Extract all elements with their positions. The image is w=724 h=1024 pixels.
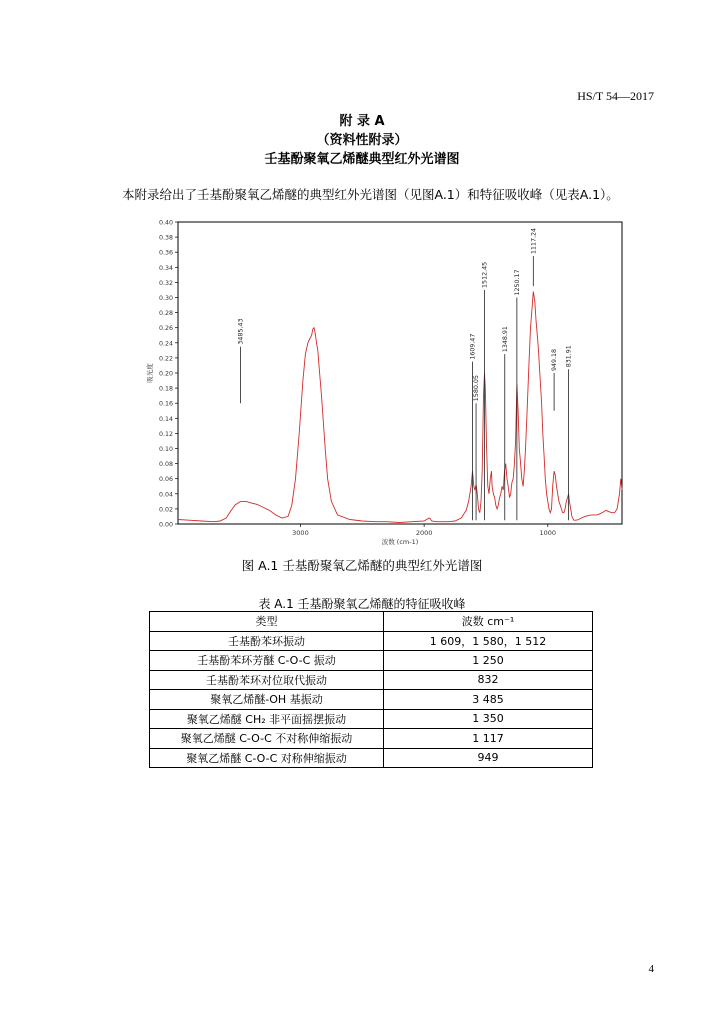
table-row <box>150 631 593 651</box>
type-cell: 聚氧乙烯醚 CH₂ 非平面摇摆振动 <box>150 709 384 729</box>
y-tick-label: 0.14 <box>158 415 173 423</box>
type-cell: 聚氧乙烯醚 C-O-C 不对称伸缩振动 <box>150 729 384 749</box>
y-tick-label: 0.02 <box>158 506 173 514</box>
wavenumber-cell: 949 <box>384 748 593 768</box>
x-tick-label: 3000 <box>292 529 309 537</box>
y-tick-label: 0.10 <box>158 446 173 453</box>
table-row <box>150 709 593 729</box>
type-cell: 聚氧乙烯醚-OH 基振动 <box>150 690 384 710</box>
y-axis-label: 吸光度 <box>146 363 154 383</box>
y-tick-label: 0.22 <box>158 355 173 363</box>
peak-label: 1609.47 <box>469 333 477 360</box>
wavenumber-cell: 1 350 <box>384 709 593 729</box>
table-row <box>150 729 593 749</box>
wavenumber-cell: 1 609，1 580，1 512 <box>384 631 593 651</box>
annex-nature: （资料性附录） <box>316 133 408 148</box>
y-tick-label: 0.38 <box>158 234 173 242</box>
peak-label: 949.18 <box>551 348 559 371</box>
column-header-wavenumber: 波数 cm⁻¹ <box>384 612 593 632</box>
y-tick-label: 0.28 <box>158 310 173 318</box>
y-tick-label: 0.16 <box>158 400 173 408</box>
table-row <box>150 651 593 671</box>
y-tick-label: 0.12 <box>158 430 173 438</box>
y-tick-label: 0.40 <box>158 219 173 227</box>
x-axis-label: 波数 (cm-1) <box>381 538 419 546</box>
type-cell: 壬基酚苯环振动 <box>150 631 384 651</box>
peak-label: 1250.17 <box>513 269 521 296</box>
wavenumber-cell: 1 250 <box>384 651 593 671</box>
type-cell: 壬基酚苯环芳醚 C-O-C 振动 <box>150 651 384 671</box>
type-cell: 壬基酚苯环对位取代振动 <box>150 670 384 690</box>
y-tick-label: 0.36 <box>158 249 173 257</box>
absorption-peaks-table <box>149 611 593 768</box>
standard-code: HS/T 54—2017 <box>577 89 654 103</box>
y-tick-label: 0.06 <box>158 476 173 484</box>
table-row <box>150 670 593 690</box>
y-tick-label: 0.04 <box>158 491 173 499</box>
table-row <box>150 748 593 768</box>
x-tick-label: 2000 <box>415 529 433 537</box>
table-caption: 表 A.1 壬基酚聚氧乙烯醚的特征吸收峰 <box>258 597 466 611</box>
y-tick-label: 0.32 <box>158 279 173 287</box>
wavenumber-cell: 1 117 <box>384 729 593 749</box>
peak-label: 831.91 <box>565 345 573 368</box>
y-tick-label: 0.20 <box>158 370 173 378</box>
ir-spectrum-chart <box>140 214 640 548</box>
y-tick-label: 0.18 <box>158 385 173 393</box>
annex-label: 附 录 A <box>339 114 385 129</box>
column-header-type: 类型 <box>150 612 384 632</box>
y-tick-label: 0.26 <box>158 325 173 333</box>
peak-label: 1580.05 <box>473 375 481 402</box>
y-tick-label: 0.30 <box>158 295 173 302</box>
annex-title: 壬基酚聚氧乙烯醚典型红外光谱图 <box>264 152 460 167</box>
figure-caption: 图 A.1 壬基酚聚氧乙烯醚的典型红外光谱图 <box>241 558 483 573</box>
type-cell: 聚氧乙烯醚 C-O-C 对称伸缩振动 <box>150 748 384 768</box>
y-tick-label: 0.34 <box>158 264 173 272</box>
page-number: 4 <box>648 963 654 975</box>
spectrum-line <box>178 292 622 523</box>
peak-label: 1348.91 <box>501 326 509 353</box>
y-tick-label: 0.24 <box>158 340 173 348</box>
wavenumber-cell: 3 485 <box>384 690 593 710</box>
peak-label: 1117.24 <box>530 227 538 254</box>
peak-label: 3485.43 <box>237 318 245 345</box>
wavenumber-cell: 832 <box>384 670 593 690</box>
peak-label: 1512.45 <box>481 261 489 288</box>
x-tick-label: 1000 <box>539 529 557 537</box>
y-tick-label: 0.00 <box>158 521 173 529</box>
intro-paragraph: 本附录给出了壬基酚聚氧乙烯醚的典型红外光谱图（见图A.1）和特征吸收峰（见表A.1）。 <box>122 187 619 202</box>
y-tick-label: 0.08 <box>158 461 173 469</box>
table-header-row <box>150 612 593 632</box>
annex-heading <box>0 112 724 169</box>
table-row <box>150 690 593 710</box>
